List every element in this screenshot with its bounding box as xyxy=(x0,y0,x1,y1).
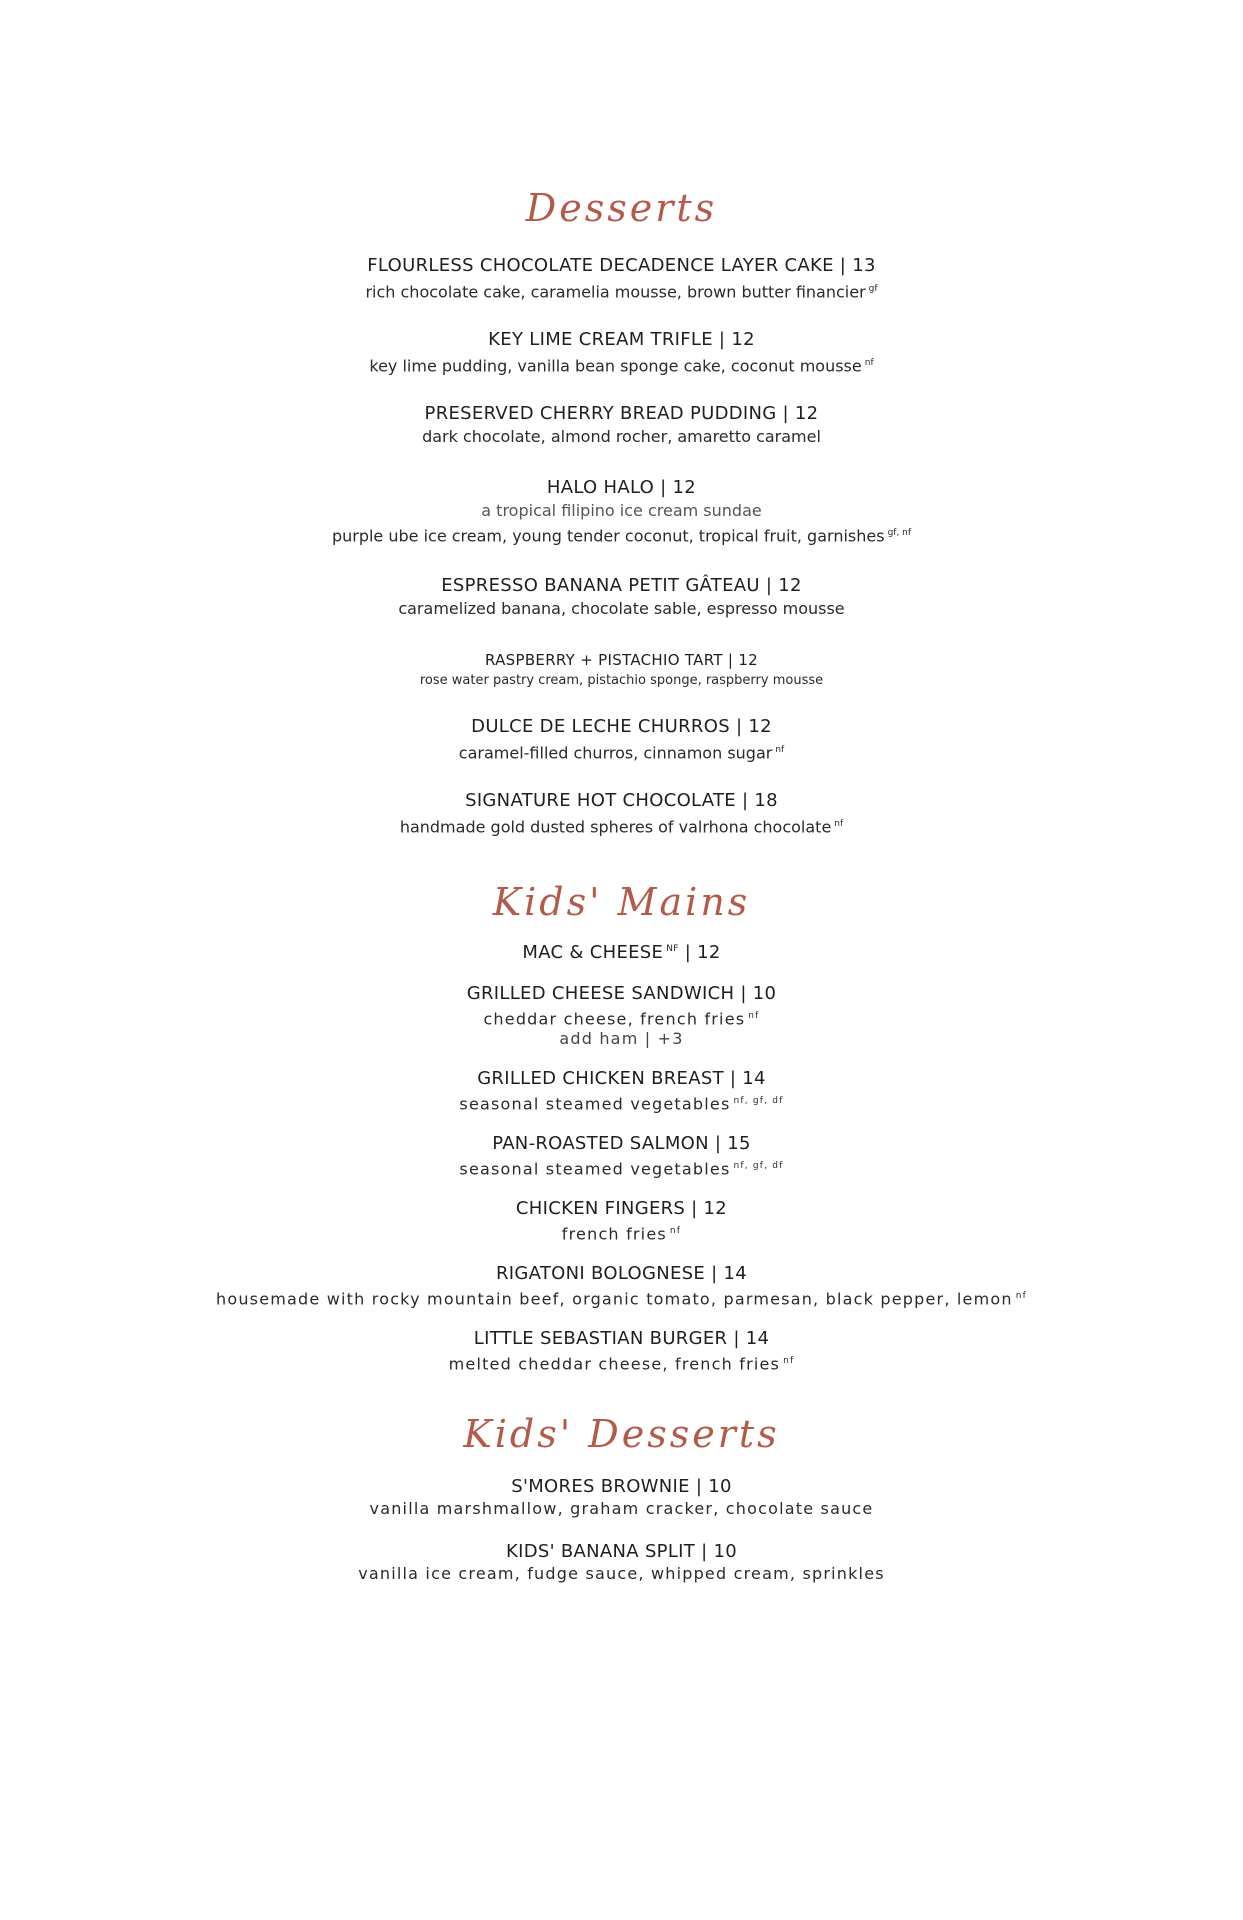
menu-item xyxy=(0,254,1243,303)
menu-item xyxy=(0,402,1243,448)
item-desc: french fries $^{nf}$ xyxy=(561,1224,682,1244)
section-title-desserts: Desserts xyxy=(525,186,718,230)
item-name: KEY LIME CREAM TRIFLE | 12 xyxy=(488,329,755,350)
dietary-tag: nf xyxy=(1015,1291,1027,1301)
menu-item xyxy=(0,1262,1243,1309)
menu-item xyxy=(0,1540,1243,1584)
item-name: S'MORES BROWNIE | 10 xyxy=(511,1476,732,1497)
item-name: HALO HALO | 12 xyxy=(546,477,697,498)
item-subtitle: a tropical filipino ice cream sundae xyxy=(481,501,762,520)
dietary-tag: nf xyxy=(834,819,844,829)
item-desc: key lime pudding, vanilla bean sponge cake, coconut mousse $^{nf}$ xyxy=(369,356,874,376)
menu-item xyxy=(0,982,1243,1049)
menu-item xyxy=(0,789,1243,838)
item-name: RASPBERRY + PISTACHIO TART | 12 xyxy=(484,651,759,669)
item-desc: melted cheddar cheese, french fries $^{nf}$ xyxy=(448,1354,795,1374)
item-desc: rose water pastry cream, pistachio sponge, raspberry mousse xyxy=(419,673,824,688)
section-title-kids-mains: Kids' Mains xyxy=(492,880,751,924)
menu-item xyxy=(0,715,1243,764)
item-name: DULCE DE LECHE CHURROS | 12 xyxy=(471,716,772,737)
menu-item xyxy=(0,1132,1243,1179)
dietary-tag: nf xyxy=(864,358,874,368)
item-desc: caramel-filled churros, cinnamon sugar $^{nf}$ xyxy=(458,743,785,763)
item-desc: seasonal steamed vegetables $^{nf, gf, df}$ xyxy=(459,1094,784,1114)
item-desc: purple ube ice cream, young tender coconut, tropical fruit, garnishes $^{gf, nf}$ xyxy=(331,526,912,546)
item-desc: dark chocolate, almond rocher, amaretto caramel xyxy=(422,427,821,446)
menu-item xyxy=(0,476,1243,547)
item-desc: housemade with rocky mountain beef, organic tomato, parmesan, black pepper, lemon $^{nf}$ xyxy=(216,1289,1027,1309)
menu-item xyxy=(0,1067,1243,1114)
item-name: SIGNATURE HOT CHOCOLATE | 18 xyxy=(465,790,778,811)
item-addon: add ham | +3 xyxy=(559,1029,684,1049)
item-name: FLOURLESS CHOCOLATE DECADENCE LAYER CAKE | 13 xyxy=(367,255,876,276)
item-desc: vanilla ice cream, fudge sauce, whipped cream, sprinkles xyxy=(358,1564,885,1583)
item-name: CHICKEN FINGERS | 12 xyxy=(515,1198,728,1219)
item-name: GRILLED CHICKEN BREAST | 14 xyxy=(477,1068,766,1089)
menu-item xyxy=(0,937,1243,965)
section-title-kids-desserts: Kids' Desserts xyxy=(463,1412,780,1456)
menu-item xyxy=(0,574,1243,620)
item-name: MAC & CHEESE $^{NF}$ | 12 xyxy=(522,942,721,963)
dietary-tag: nf xyxy=(669,1226,682,1236)
menu-item xyxy=(0,1475,1243,1519)
item-desc: handmade gold dusted spheres of valrhona chocolate $^{nf}$ xyxy=(399,817,844,837)
item-name: LITTLE SEBASTIAN BURGER | 14 xyxy=(473,1328,770,1349)
item-desc: rich chocolate cake, caramelia mousse, brown butter financier $^{gf}$ xyxy=(365,282,878,302)
dietary-tag: gf, nf xyxy=(887,528,912,538)
dietary-tag: nf xyxy=(783,1356,795,1366)
item-name: GRILLED CHEESE SANDWICH | 10 xyxy=(466,983,777,1004)
item-desc: vanilla marshmallow, graham cracker, chocolate sauce xyxy=(369,1499,874,1518)
item-name: PRESERVED CHERRY BREAD PUDDING | 12 xyxy=(424,403,819,424)
item-desc: cheddar cheese, french fries $^{nf}$ xyxy=(483,1009,760,1029)
menu-item xyxy=(0,1327,1243,1374)
dietary-tag: nf, gf, df xyxy=(733,1096,784,1106)
item-desc: seasonal steamed vegetables $^{nf, gf, df}$ xyxy=(459,1159,784,1179)
dietary-tag: nf xyxy=(775,745,785,755)
item-name: RIGATONI BOLOGNESE | 14 xyxy=(496,1263,747,1284)
dietary-tag: nf, gf, df xyxy=(733,1161,784,1171)
menu-item xyxy=(0,648,1243,690)
dietary-tag: nf xyxy=(748,1011,760,1021)
menu-item xyxy=(0,328,1243,377)
item-name: KIDS' BANANA SPLIT | 10 xyxy=(506,1541,737,1562)
item-desc: caramelized banana, chocolate sable, espresso mousse xyxy=(398,599,845,618)
item-name: PAN-ROASTED SALMON | 15 xyxy=(492,1133,751,1154)
dietary-tag: NF xyxy=(666,944,679,954)
menu-item xyxy=(0,1197,1243,1244)
item-name: ESPRESSO BANANA PETIT GÂTEAU | 12 xyxy=(441,575,802,596)
dietary-tag: gf xyxy=(868,284,878,294)
